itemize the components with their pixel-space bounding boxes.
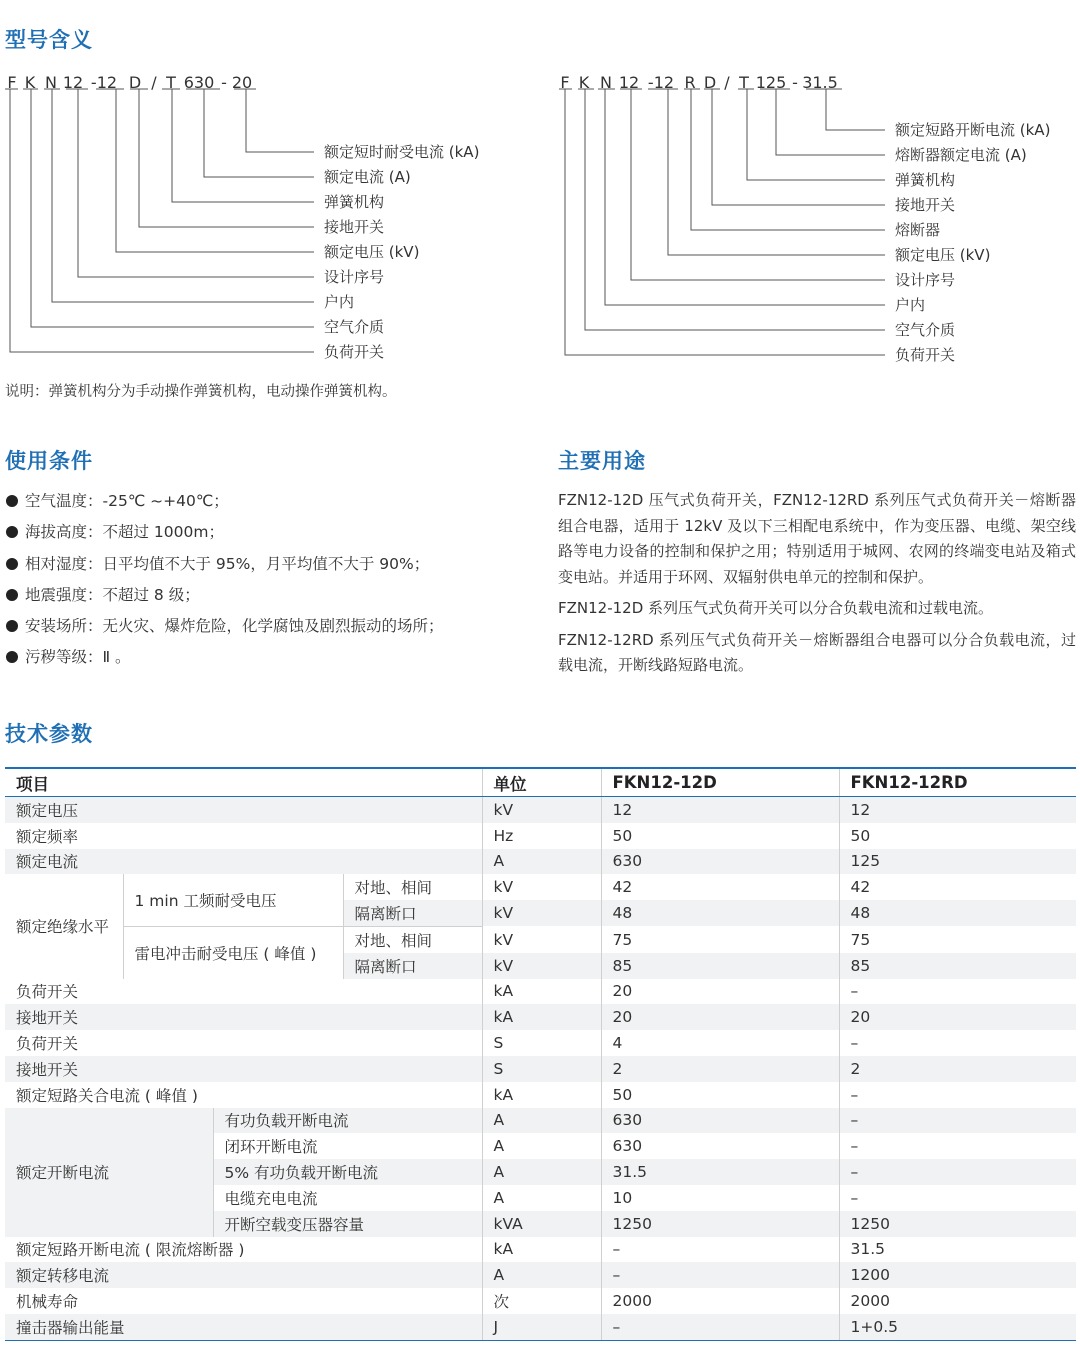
value-cell: 85 — [839, 953, 1076, 979]
row-label: 额定电流 — [5, 849, 482, 875]
value-cell: – — [850, 1085, 859, 1104]
code-char: T — [166, 73, 176, 92]
unit-cell: A — [482, 1262, 601, 1288]
row-label: 接地开关 — [5, 1056, 482, 1082]
code-char: / — [724, 73, 730, 92]
row-label: 隔离断口 — [343, 900, 482, 926]
table-row — [5, 823, 1076, 849]
code-char: D — [703, 73, 717, 92]
value-cell: 12 — [601, 797, 839, 823]
value-cell: 20 — [839, 1004, 1076, 1030]
table-row — [5, 926, 1076, 952]
condition-text: 相对湿度：日平均值不大于 95%，月平均值不大于 90%； — [25, 554, 430, 573]
right-label: 熔断器 — [895, 221, 941, 239]
condition-text: 空气温度：-25℃ ~+40℃； — [25, 492, 229, 510]
unit-cell: kV — [482, 953, 601, 979]
code-char: T — [739, 73, 749, 92]
bullet-icon — [6, 495, 18, 507]
value-cell: 630 — [601, 1133, 839, 1159]
code-char: 630 — [183, 73, 215, 92]
code-char: / — [151, 73, 157, 92]
value-cell: – — [601, 1262, 839, 1288]
list-item — [5, 519, 444, 550]
bullet-icon — [6, 526, 18, 538]
unit-cell: A — [482, 849, 601, 875]
row-label: 接地开关 — [5, 1004, 482, 1030]
code-char: 20 — [231, 73, 253, 92]
right-label: 额定短路开断电流 (kA) — [895, 121, 1051, 139]
value-cell: – — [850, 1034, 859, 1053]
row-label: 负荷开关 — [5, 1030, 482, 1056]
unit-cell: J — [482, 1314, 601, 1340]
value-cell: 75 — [601, 926, 839, 952]
unit-cell: kA — [482, 1237, 601, 1263]
code-char: K — [24, 73, 36, 92]
value-cell: 20 — [601, 979, 839, 1005]
value-cell: – — [839, 1108, 1076, 1134]
model-section-title: 型号含义 — [5, 28, 93, 52]
code-char: D — [128, 73, 142, 92]
condition-text: 安装场所：无火灾、爆炸危险，化学腐蚀及剧烈振动的场所； — [25, 617, 444, 636]
row-label: 负荷开关 — [5, 979, 482, 1005]
value-cell: 10 — [601, 1185, 839, 1211]
row-label: 5% 有功负载开断电流 — [213, 1159, 482, 1185]
row-label: 机械寿命 — [5, 1288, 482, 1314]
code-char: F — [560, 73, 570, 92]
code-char: 12 — [618, 73, 640, 92]
row-label: 额定短路开断电流 ( 限流熔断器 ) — [5, 1237, 482, 1263]
params-title: 技术参数 — [5, 722, 93, 746]
usage-paragraph: FZN12-12D 系列压气式负荷开关可以分合负载电流和过载电流。 — [558, 599, 994, 617]
conditions-title: 使用条件 — [5, 449, 93, 473]
table-row — [5, 1004, 1076, 1030]
code-char: K — [578, 73, 590, 92]
left-label: 负荷开关 — [324, 343, 385, 361]
value-cell: – — [839, 1159, 1076, 1185]
spec-table — [5, 767, 1076, 1341]
value-cell: – — [850, 1137, 859, 1156]
value-cell: 31.5 — [601, 1159, 839, 1185]
row-label: 闭环开断电流 — [213, 1133, 482, 1159]
unit-cell: kA — [482, 1004, 601, 1030]
header-unit: 单位 — [482, 768, 601, 797]
code-char: 125 — [755, 73, 787, 92]
value-cell: 48 — [839, 900, 1076, 926]
value-cell: 125 — [839, 849, 1076, 875]
table-row — [5, 1262, 1076, 1288]
table-row — [5, 849, 1076, 875]
unit-cell: kVA — [482, 1211, 601, 1237]
unit-cell: kA — [482, 1082, 601, 1108]
unit-cell: A — [482, 1108, 601, 1134]
row-label: 额定开断电流 — [5, 1108, 213, 1237]
code-char: N — [45, 73, 57, 92]
row-label: 1 min 工频耐受电压 — [123, 874, 343, 926]
usage-text — [558, 488, 1076, 685]
unit-cell: Hz — [482, 823, 601, 849]
value-cell: 31.5 — [850, 1240, 886, 1259]
table-header-row — [5, 768, 1076, 797]
code-char: N — [600, 73, 612, 92]
unit-cell: kV — [482, 874, 601, 900]
value-cell: 2 — [839, 1056, 1076, 1082]
value-cell: 48 — [601, 900, 839, 926]
code-char: - — [221, 73, 227, 92]
value-cell: – — [601, 1237, 839, 1263]
value-cell: 2 — [601, 1056, 839, 1082]
unit-cell: kV — [482, 797, 601, 823]
left-label: 空气介质 — [324, 318, 385, 336]
code-char: -12 — [647, 73, 675, 92]
right-label: 接地开关 — [895, 196, 956, 214]
usage-title: 主要用途 — [558, 449, 646, 473]
value-cell: 2000 — [601, 1288, 839, 1314]
left-label: 额定短时耐受电流 (kA) — [324, 143, 480, 161]
right-label: 熔断器额定电流 (A) — [895, 146, 1027, 164]
code-char: 12 — [62, 73, 84, 92]
row-label: 额定绝缘水平 — [5, 874, 123, 978]
left-label: 额定电流 (A) — [324, 168, 411, 186]
value-cell: 20 — [601, 1004, 839, 1030]
table-row — [5, 979, 1076, 1005]
unit-cell: S — [482, 1030, 601, 1056]
row-label: 额定短路关合电流 ( 峰值 ) — [5, 1082, 482, 1108]
right-label: 弹簧机构 — [895, 171, 956, 189]
list-item — [5, 551, 444, 582]
right-label: 设计序号 — [895, 271, 956, 289]
bullet-icon — [6, 651, 18, 663]
code-char: R — [684, 73, 696, 92]
right-label: 额定电压 (kV) — [895, 246, 991, 264]
row-label: 对地、相间 — [343, 874, 482, 900]
right-label: 户内 — [895, 296, 926, 314]
header-fkn12-12rd: FKN12-12RD — [839, 768, 1076, 797]
value-cell: 1250 — [601, 1211, 839, 1237]
code-char: F — [7, 73, 17, 92]
unit-cell: S — [482, 1056, 601, 1082]
value-cell: – — [601, 1314, 839, 1340]
value-cell: 50 — [601, 823, 839, 849]
table-row — [5, 1108, 1076, 1134]
value-cell: 50 — [601, 1082, 839, 1108]
list-item — [5, 613, 444, 644]
value-cell: 42 — [601, 874, 839, 900]
table-row — [5, 797, 1076, 823]
left-label: 额定电压 (kV) — [324, 243, 420, 261]
usage-paragraph: FZN12-12RD 系列压气式负荷开关－熔断器组合电器可以分合负载电流，过载电流，开断线路短路电流。 — [558, 630, 1076, 674]
table-row — [5, 1082, 1076, 1108]
unit-cell: kV — [482, 900, 601, 926]
value-cell: – — [850, 1188, 859, 1207]
left-label: 设计序号 — [324, 268, 385, 286]
bullet-icon — [6, 620, 18, 632]
row-label: 隔离断口 — [343, 953, 482, 979]
value-cell: 4 — [601, 1030, 839, 1056]
condition-text: 污秽等级：Ⅱ 。 — [25, 648, 131, 667]
right-label: 空气介质 — [895, 321, 956, 339]
row-label: 对地、相间 — [343, 926, 482, 952]
header-item: 项目 — [5, 768, 482, 797]
value-cell: 1250 — [839, 1211, 1076, 1237]
row-label: 额定频率 — [5, 823, 482, 849]
left-label: 弹簧机构 — [324, 193, 385, 211]
value-cell: – — [850, 982, 859, 1001]
value-cell: 1200 — [839, 1262, 1076, 1288]
left-label: 户内 — [324, 293, 355, 311]
value-cell: 630 — [601, 849, 839, 875]
table-row — [5, 874, 1076, 900]
unit-cell: A — [482, 1159, 601, 1185]
row-label: 撞击器输出能量 — [5, 1314, 482, 1340]
left-label: 接地开关 — [324, 218, 385, 236]
table-row — [5, 1056, 1076, 1082]
unit-cell: kV — [482, 926, 601, 952]
code-char: 31.5 — [802, 73, 838, 92]
unit-cell: kA — [482, 979, 601, 1005]
condition-text: 地震强度：不超过 8 级； — [25, 585, 200, 604]
value-cell: 1+0.5 — [839, 1314, 1076, 1340]
bullet-icon — [6, 589, 18, 601]
unit-cell: 次 — [482, 1288, 601, 1314]
bullet-icon — [6, 558, 18, 570]
unit-cell: A — [482, 1185, 601, 1211]
value-cell: 630 — [601, 1108, 839, 1134]
value-cell: 75 — [850, 930, 871, 949]
right-label: 负荷开关 — [895, 346, 956, 364]
list-item — [5, 644, 444, 675]
model-note: 说明：弹簧机构分为手动操作弹簧机构，电动操作弹簧机构。 — [5, 384, 397, 400]
value-cell: 50 — [850, 826, 871, 845]
table-row — [5, 1288, 1076, 1314]
list-item — [5, 582, 444, 613]
value-cell: 2000 — [850, 1292, 890, 1311]
row-label: 雷电冲击耐受电压 ( 峰值 ) — [123, 926, 343, 978]
condition-text: 海拔高度：不超过 1000m； — [25, 523, 224, 542]
value-cell: 42 — [850, 878, 871, 897]
table-row — [5, 1030, 1076, 1056]
row-label: 额定电压 — [5, 797, 482, 823]
row-label: 开断空载变压器容量 — [213, 1211, 482, 1237]
code-char: -12 — [90, 73, 118, 92]
conditions-list — [5, 488, 444, 676]
usage-paragraph: FZN12-12D 压气式负荷开关，FZN12-12RD 系列压气式负荷开关－熔断器组合电器，适用于 12kV 及以下三相配电系统中，作为变压器、电缆、架空线路等电力设备的控制和保护之用；特别适用于城网、农网的终端变电站及箱式变电站。并适用于环网、双辐射供电单元的控制和保护。 — [558, 491, 1076, 586]
table-row — [5, 1237, 1076, 1263]
code-char: - — [792, 73, 798, 92]
value-cell: 85 — [601, 953, 839, 979]
header-fkn12-12d: FKN12-12D — [601, 768, 839, 797]
row-label: 额定转移电流 — [5, 1262, 482, 1288]
table-row — [5, 1314, 1076, 1340]
list-item — [5, 488, 444, 519]
row-label: 电缆充电电流 — [213, 1185, 482, 1211]
row-label: 有功负载开断电流 — [213, 1108, 482, 1134]
unit-cell: A — [482, 1133, 601, 1159]
value-cell: 12 — [839, 797, 1076, 823]
